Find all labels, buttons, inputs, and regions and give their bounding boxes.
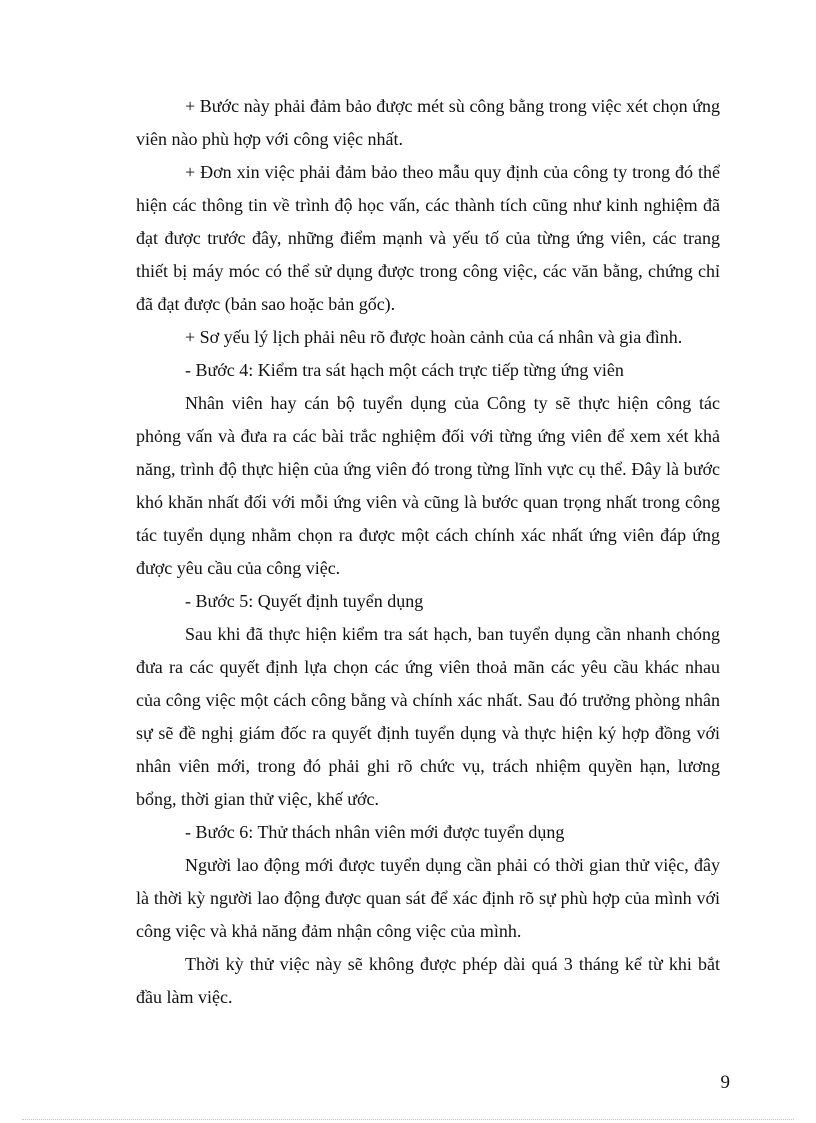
- page-number: 9: [720, 1072, 730, 1093]
- heading-step-5: - Bước 5: Quyết định tuyển dụng: [185, 591, 424, 611]
- footer-dotted-divider: [22, 1119, 794, 1120]
- paragraph-step-5-body: Sau khi đã thực hiện kiểm tra sát hạch, ban tuyển dụng cần nhanh chóng đưa ra các quyết định lựa chọn các ứng viên thoả mãn các yêu cầu khác nhau của công việc một cách công bằng và chính xác nhất. Sau đó trưởng phòng nhân sự sẽ đề nghị giám đốc ra quyết định tuyển dụng và thực hiện ký hợp đồng với nhân viên mới, trong đó phải ghi rõ chức vụ, trách nhiệm quyền hạn, lương bổng, thời gian thử việc, khế ước.: [136, 624, 720, 809]
- paragraph-step-4-body: Nhân viên hay cán bộ tuyển dụng của Công ty sẽ thực hiện công tác phỏng vấn và đưa ra các bài trắc nghiệm đối với từng ứng viên để xem xét khả năng, trình độ thực hiện của ứng viên đó trong từng lĩnh vực cụ thể. Đây là bước khó khăn nhất đối với mỗi ứng viên và cũng là bước quan trọng nhất trong công tác tuyển dụng nhằm chọn ra được một cách chính xác nhất ứng viên đáp ứng được yêu cầu của công việc.: [136, 393, 720, 578]
- paragraph-step3-fairness: + Bước này phải đảm bảo được mét sù công bằng trong việc xét chọn ứng viên nào phù hợp với công việc nhất.: [136, 96, 720, 149]
- paragraph-step-6-body: Người lao động mới được tuyển dụng cần phải có thời gian thử việc, đây là thời kỳ người lao động được quan sát để xác định rõ sự phù hợp của mình với công việc và khả năng đảm nhận công việc của mình.: [136, 855, 720, 941]
- paragraph-resume: + Sơ yếu lý lịch phải nêu rõ được hoàn cảnh của cá nhân và gia đình.: [185, 327, 683, 347]
- paragraph-application-form: + Đơn xin việc phải đảm bảo theo mẫu quy định của công ty trong đó thể hiện các thông tin về trình độ học vấn, các thành tích cũng như kinh nghiệm đã đạt được trước đây, những điểm mạnh và yếu tố của từng ứng viên, các trang thiết bị máy móc có thể sử dụng được trong công việc, các văn bằng, chứng chỉ đã đạt được (bản sao hoặc bản gốc).: [136, 162, 720, 314]
- heading-step-6: - Bước 6: Thử thách nhân viên mới được tuyển dụng: [185, 822, 565, 842]
- paragraph-probation-limit: Thời kỳ thử việc này sẽ không được phép dài quá 3 tháng kể từ khi bắt đầu làm việc.: [136, 954, 720, 1007]
- heading-step-4: - Bước 4: Kiểm tra sát hạch một cách trực tiếp từng ứng viên: [185, 360, 624, 380]
- body-text: [136, 90, 720, 1014]
